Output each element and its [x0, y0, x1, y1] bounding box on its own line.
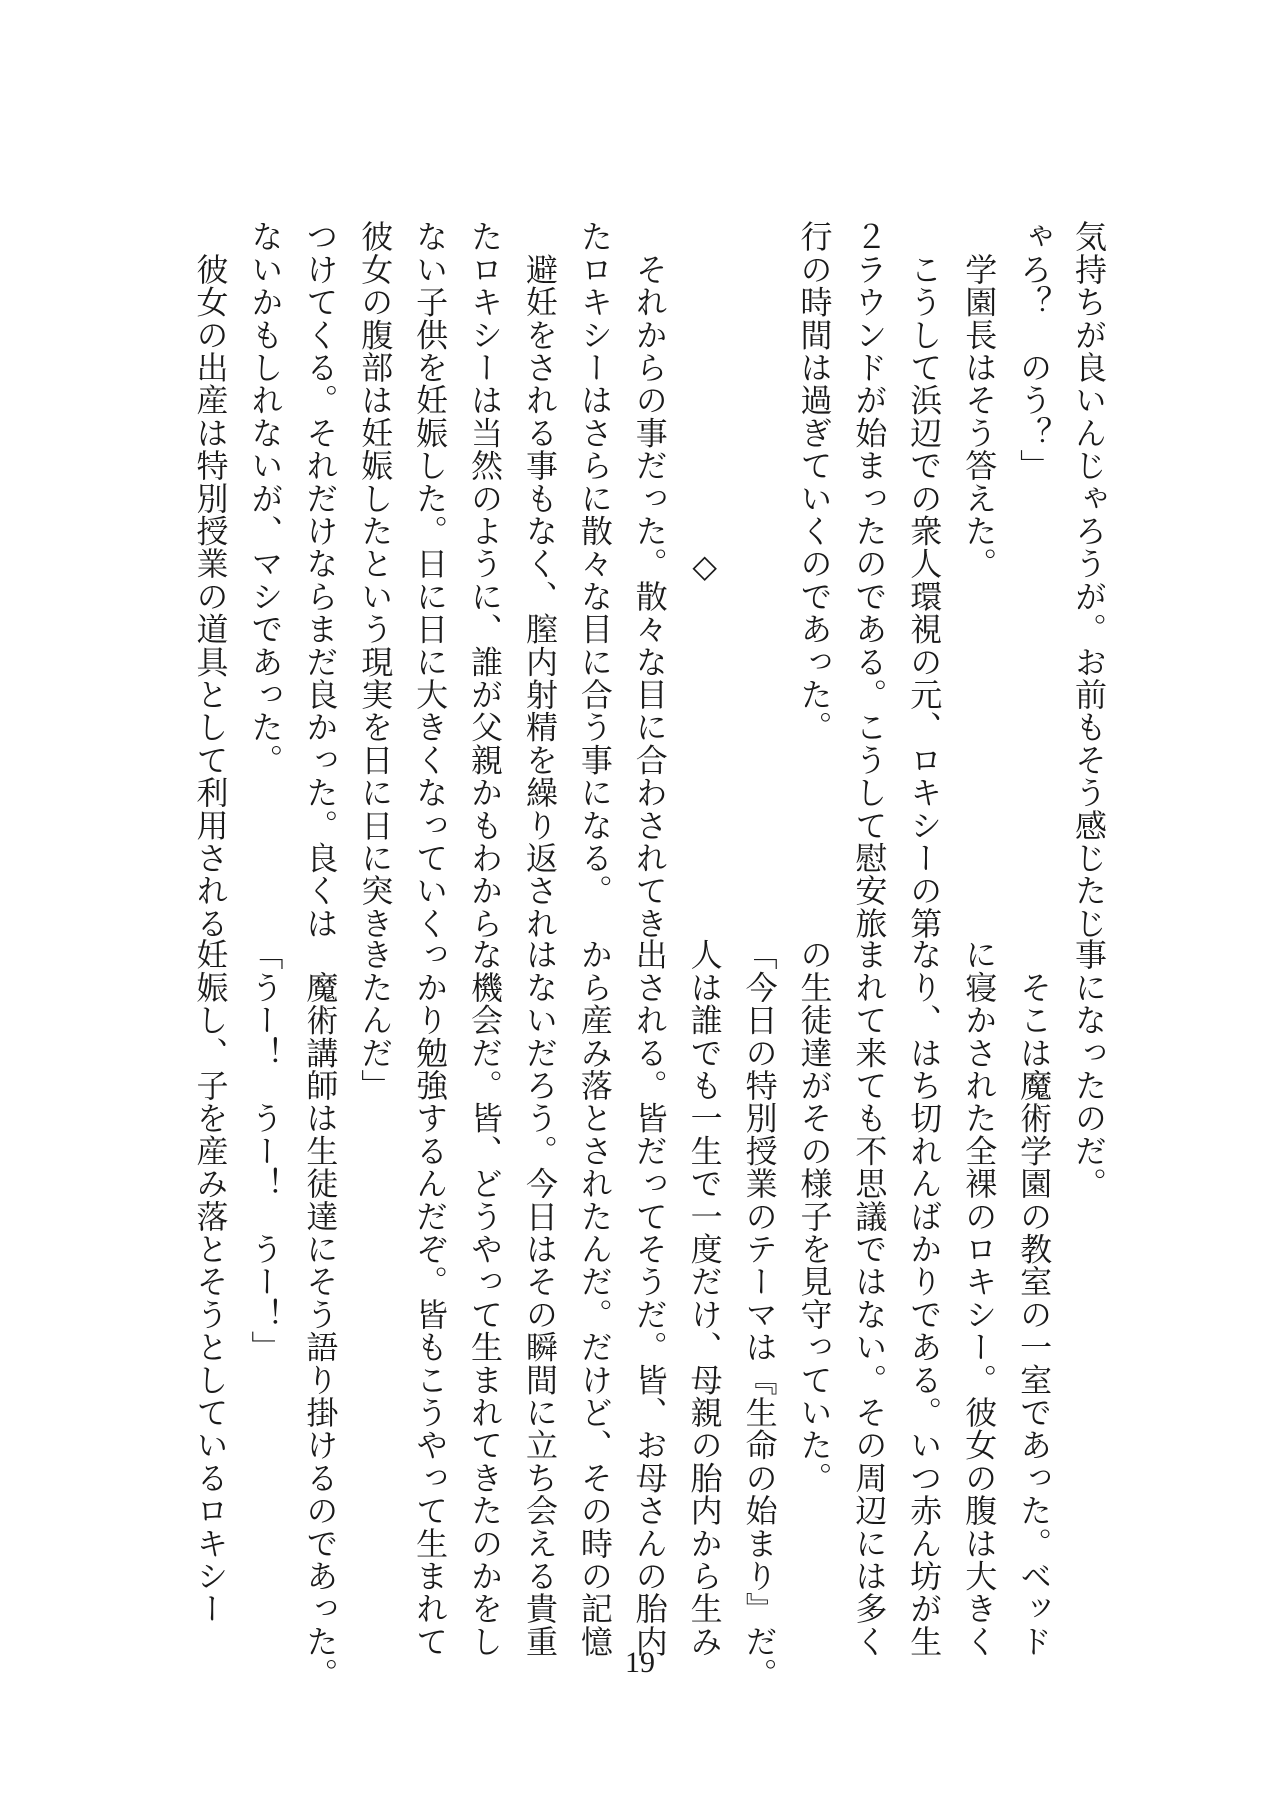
text-column: 人は誰でも一生で一度だけ、母親の胎内から生み [685, 938, 724, 1658]
text-column: こうして浜辺での衆人環視の元、ロキシーの第 [905, 220, 944, 940]
text-column: 魔術講師は生徒達にそう語り掛けるのであった。 [301, 938, 340, 1691]
text-column: 彼女の腹部は妊娠したという現実を日に日に突き [356, 220, 395, 940]
text-column: それからの事だった。散々な目に合わされてき [630, 220, 669, 940]
text-column: たロキシーはさらに散々な目に合う事になる。 [575, 220, 614, 907]
text-column: ないかもしれないが、マシであった。 [246, 220, 285, 776]
text-column: から産み落とされたんだ。だけど、その時の記憶 [575, 938, 614, 1658]
page-number: 19 [625, 1646, 655, 1679]
upper-text-block [183, 220, 1116, 940]
text-column: たロキシーは当然のように、誰が父親かもわから [466, 220, 505, 940]
text-column: 「うー！ うー！ うー！」 [246, 938, 285, 1364]
text-column: 出される。皆だってそうだ。皆、お母さんの胎内 [630, 938, 669, 1658]
text-column: はないだろう。今日はその瞬間に立ち会える貴重 [520, 938, 559, 1658]
text-column: ない子供を妊娠した。日に日に大きくなっていく [411, 220, 450, 940]
text-column: そこは魔術学園の教室の一室であった。ベッド [1015, 938, 1054, 1658]
scene-break-diamond: ◇ [685, 220, 724, 586]
text-column: 避妊をされる事もなく、膣内射精を繰り返され [520, 220, 559, 940]
text-column: なり、はち切れんばかりである。いつ赤ん坊が生 [905, 938, 944, 1658]
text-column: ２ラウンドが始まったのである。こうして慰安旅 [850, 220, 889, 940]
text-column: 「今日の特別授業のテーマは『生命の始まり』だ。 [740, 938, 779, 1691]
text-column: 事になったのだ。 [1070, 938, 1108, 1200]
text-column: 学園長はそう答えた。 [960, 220, 999, 580]
text-column: 妊娠し、子を産み落とそうとしているロキシー [191, 938, 230, 1625]
text-column: の生徒達がその様子を見守っていた。 [795, 938, 834, 1494]
text-column: 気持ちが良いんじゃろうが。お前もそう感じたじ [1070, 220, 1108, 940]
text-column: っかり勉強するんだぞ。皆もこうやって生まれて [411, 938, 450, 1658]
text-column: 彼女の出産は特別授業の道具として利用される [191, 220, 230, 940]
text-column: ゃろ？ のう？」 [1015, 220, 1054, 482]
text-column: つけてくる。それだけならまだ良かった。良くは [301, 220, 340, 940]
text-column: きたんだ」 [356, 938, 395, 1102]
text-column: まれて来ても不思議ではない。その周辺には多く [850, 938, 889, 1658]
text-column: 行の時間は過ぎていくのであった。 [795, 220, 834, 744]
text-column: な機会だ。皆、どうやって生まれてきたのかをし [466, 938, 505, 1658]
blank-column [732, 220, 787, 880]
text-column: に寝かされた全裸のロキシー。彼女の腹は大きく [960, 938, 999, 1658]
